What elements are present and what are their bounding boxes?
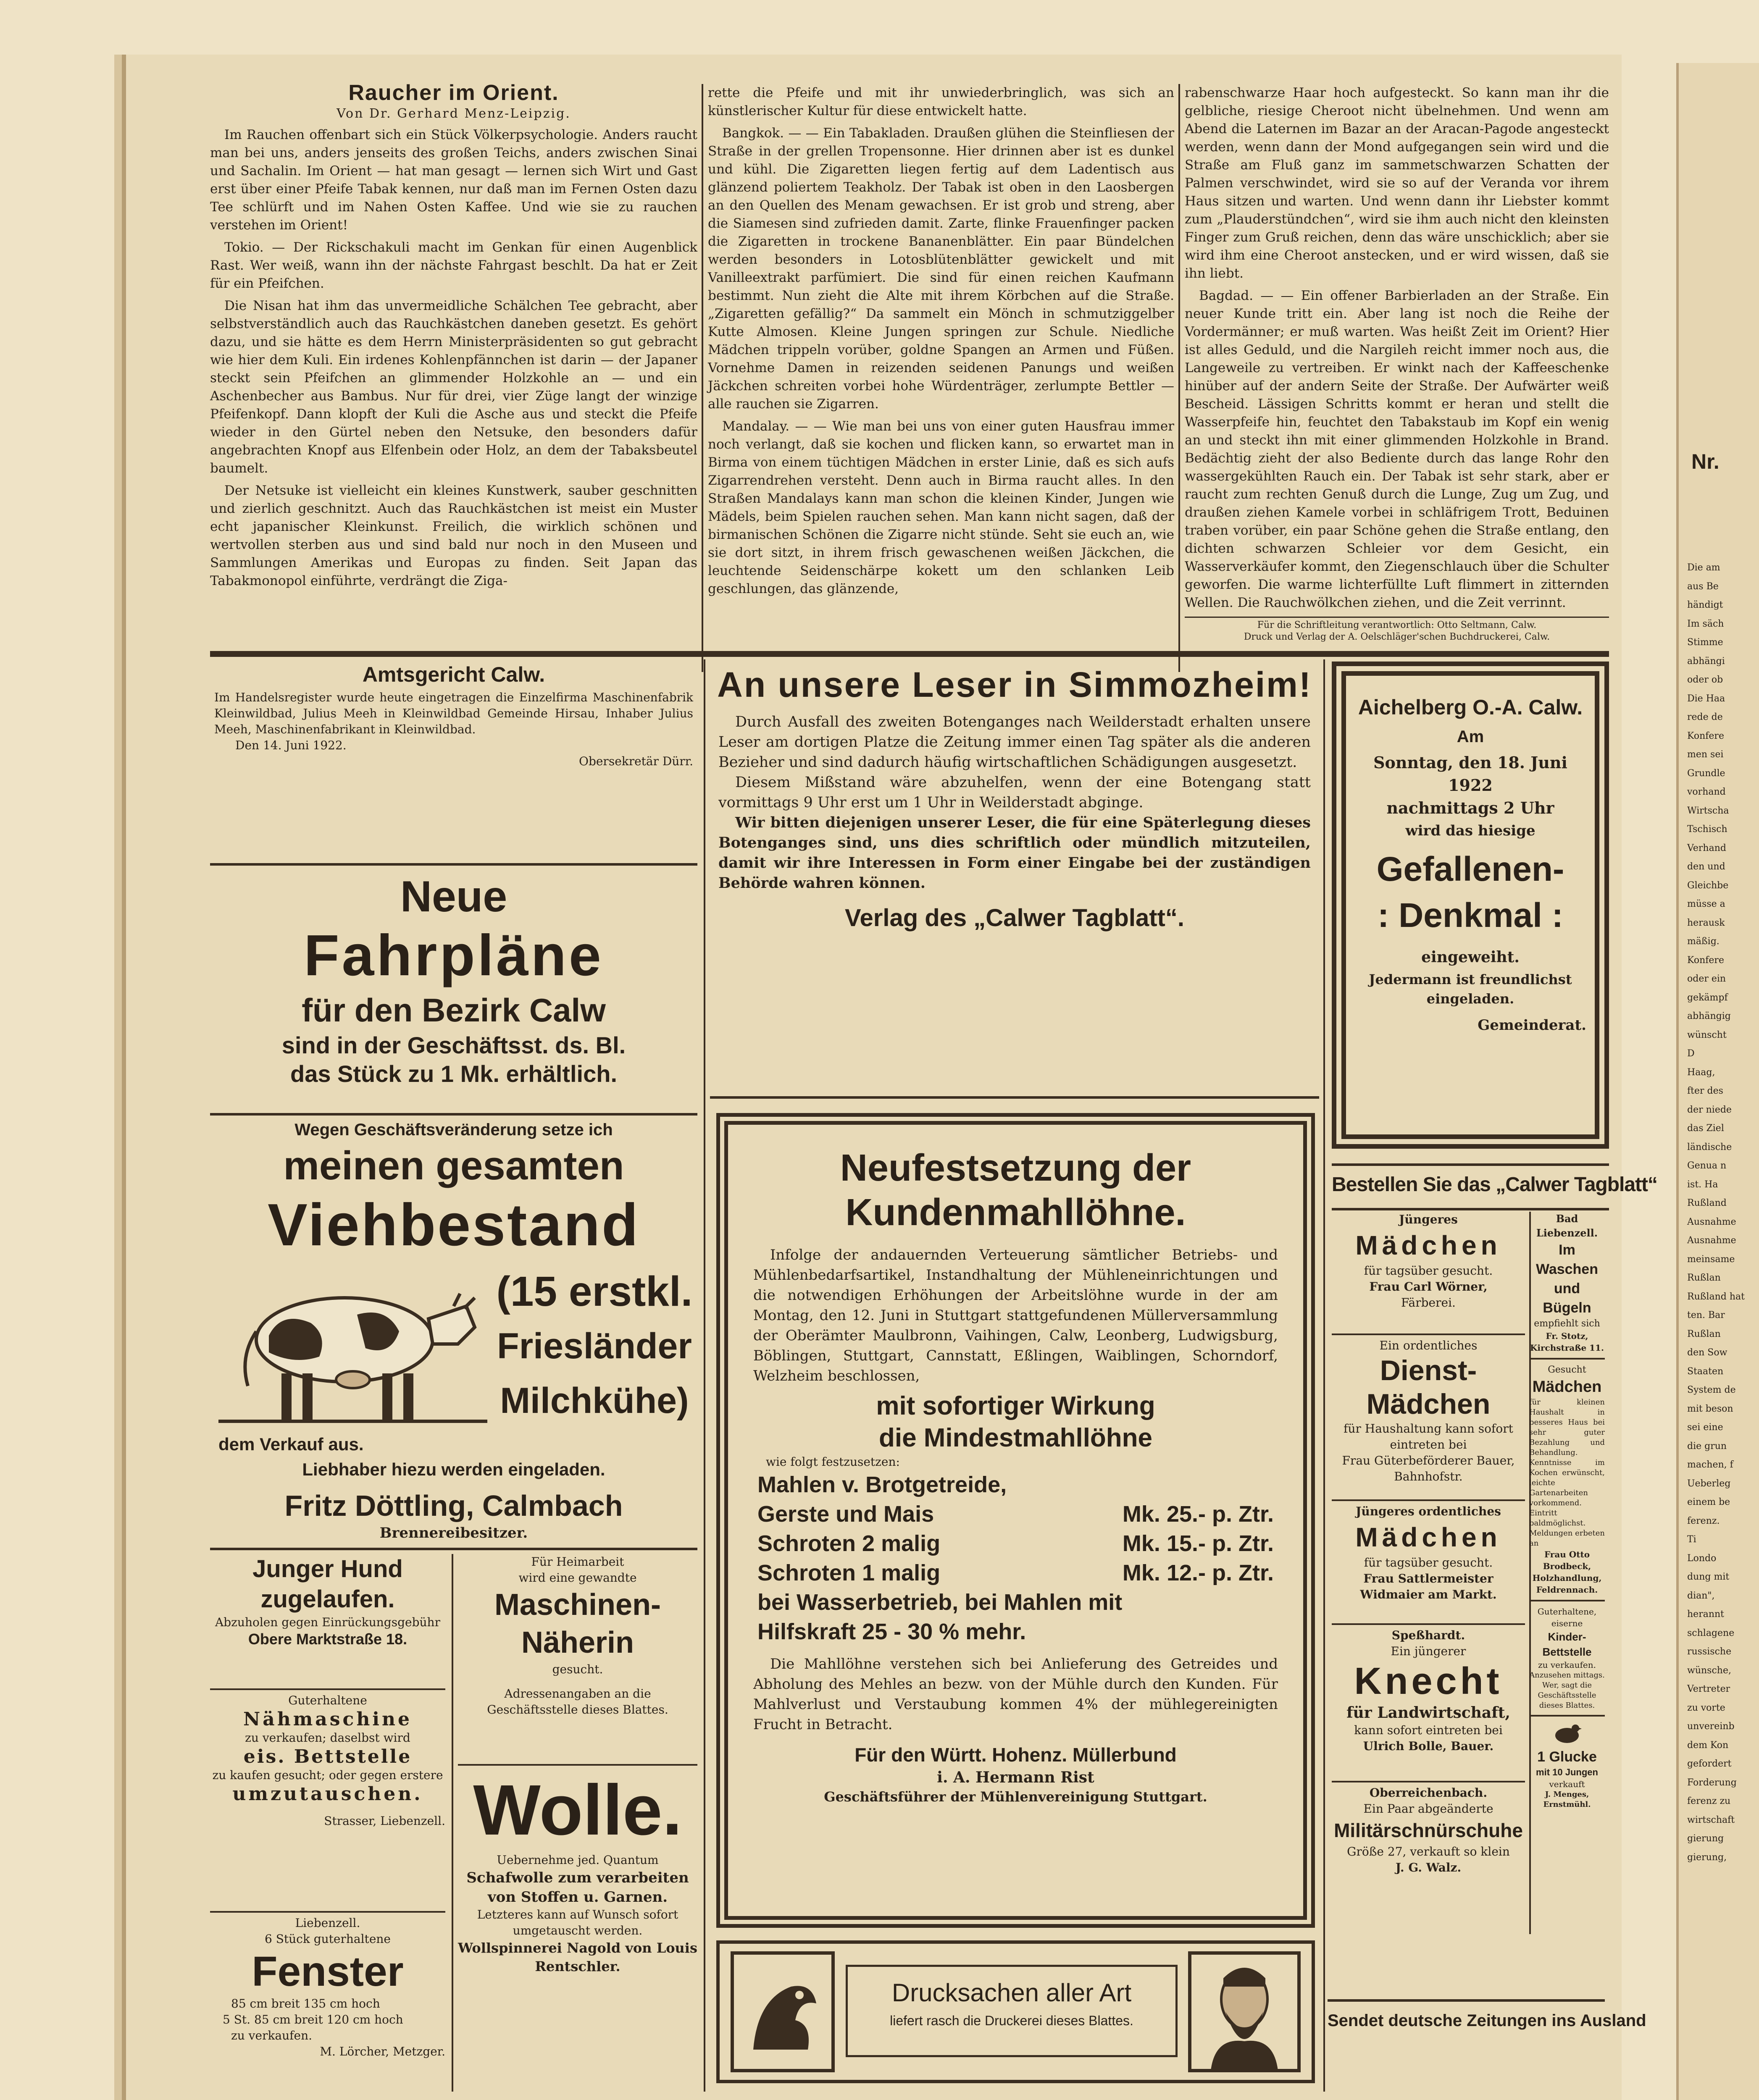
ad-title: zugelaufen. (260, 1586, 395, 1613)
ad-date: Sonntag, den 18. Juni 1922 (1373, 753, 1567, 795)
ad-line: (15 erstkl. (496, 1268, 693, 1315)
ad-body: kann sofort eintreten bei (1354, 1723, 1503, 1737)
fragment-line: das Ziel (1687, 1123, 1724, 1134)
ad-intro: Wegen Geschäftsveränderung setze ich (294, 1121, 613, 1139)
ad-hund (210, 1554, 445, 1680)
ad-sub: für Landwirtschaft, (1346, 1704, 1510, 1722)
ad-rule (1529, 1358, 1605, 1360)
ad-title: Kinder-Bettstelle (1542, 1630, 1592, 1658)
ad-maedchen-brodbeck (1529, 1364, 1605, 1596)
ad-body: verkauft (1549, 1779, 1585, 1789)
ad-pre: Jüngeres ordentliches (1356, 1504, 1501, 1518)
fragment-line: machen, f (1687, 1460, 1733, 1470)
ad-signature: Geschäftsführer der Mühlenvereinigung Stuttgart. (824, 1789, 1207, 1805)
fragment-line: meinsame (1687, 1254, 1735, 1265)
ad-rule (1529, 1600, 1605, 1601)
article-paragraph: Bagdad. — — Ein offener Barbierladen an der Straße. Ein neuer Kunde tritt ein. Aber lang ist noch die Reihe der Vordermänner; er muß warten. Was heißt Zeit im Orient? Hier ist alles Geduld, und die Nargileh reicht immer noch aus, die Langeweile zu vertreiben. Er winkt nach der Kaffeeschenke hinüber auf der andern Seite der Straße. Der Aufwärter weiß Bescheid. Lässigen Schritts kommt er heran und stellt die Wasserpfeife hin, feuchtet den Tabakstaub im Kopf ein wenig an und steckt ihn mit einer glimmenden Holzkohle in Brand. Bedächtig zieht der also Bediente durch das lange Rohr den wassergekühlten Rauch ein. Der Tabak ist sehr stark, aber er raucht zum rechten Genuß durch die Lunge, Zug um Zug, und draußen ziehen Kamele vorbei in schläfrigem Trott, Beduinen traben vorüber, ein paar Schöne gehen die Straße entlang, den dichten schwarzen Schleier vor dem Gesicht, ein Wasserverkäufer kommt, den Ziegenschlauch über die Schulter geworfen. Die warme lichterfüllte Luft flimmert in zitternden Wellen. Die Rauchwölkchen ziehen, und die Zeit verrinnt. (1185, 288, 1609, 610)
fragment-line: Konfere (1687, 955, 1724, 966)
fragment-line: schlagene (1687, 1628, 1735, 1638)
fragment-line: wünscht (1687, 1029, 1727, 1040)
article-paragraph: Die Nisan hat ihm das unvermeidliche Schälchen Tee gebracht, aber selbstverständlich auch das Rauchkästchen daneben gesetzt. Es gehört dazu, und sie hätte es dem Herrn Ministerpräsidenten so gut gebracht wie hier dem Kuli. Ein irdenes Kohlenpfännchen ist darin — der Japaner steckt sein Pfeifchen an glimmender Holzkohle an — und ein Aschenbecher aus Bambus. Nur für drei, vier Züge langt der winzige Pfeifenkopf. Dann klopft der Kuli die Asche aus und steckt die Pfeife wieder in den Gürtel neben den Netsuke, den besonders dafür angebrachten Knopf aus Elfenbein oder Holz, an dem der Tabaksbeutel baumelt. (210, 298, 697, 476)
ad-role: Holzhandlung, (1532, 1573, 1602, 1583)
ad-title: Amtsgericht Calw. (362, 663, 545, 686)
fragment-line: Die Haa (1687, 693, 1725, 704)
ad-rule (1529, 1715, 1605, 1717)
fragment-line: ländische (1687, 1142, 1732, 1152)
fragment-line: D (1687, 1048, 1695, 1059)
ad-pre: Gesucht (1548, 1365, 1586, 1375)
fragment-line: wirtschaft (1687, 1814, 1735, 1825)
ad-title: Fenster (252, 1948, 404, 1995)
ad-body: zu verkaufen; daselbst wird (245, 1731, 410, 1745)
ad-body: für kleinen Haushalt in besseres Haus bei sehr guter Bezahlung und Behandlung. Kenntnisse im Kochen erwünscht, leichte Gartenarbeiten vorkommend. Eintritt baldmöglichst. Meldungen erbeten an (1529, 1398, 1605, 1548)
ad-headline: Viehbestand (268, 1192, 640, 1258)
fragment-line: den Sow (1687, 1347, 1727, 1358)
fragment-line: Ausnahme (1687, 1216, 1736, 1227)
ad-pre: Guterhaltene, eiserne (1537, 1606, 1597, 1628)
ad-line: Milchkühe) (500, 1381, 689, 1421)
ad-line: wie folgt festzusetzen: (766, 1455, 900, 1469)
ad-knecht (1332, 1628, 1525, 1779)
ad-line: Jedermann ist freundlichst eingeladen. (1369, 971, 1572, 1007)
ad-place: Bad Liebenzell. (1536, 1213, 1598, 1239)
ad-rule (1332, 1781, 1525, 1782)
ad-body: Abzuholen gegen Einrückungsgebühr (215, 1615, 440, 1629)
ad-rule (210, 863, 697, 866)
ad-sub: mit 10 Jungen (1536, 1767, 1598, 1777)
article-paragraph: Im Rauchen offenbart sich ein Stück Völkerpsychologie. Anders raucht man bei uns, anders jenseits des großen Teichs, anders zwischen Sinai und Sachalin. Im Orient — hat man gesagt — lernen sich Wirt und Gast erst über einer Pfeife Tabak kennen, nur daß man im Fernen Osten dazu Tee schlürft und im Nahen Osten Kaffee. Und wie sie zu rauchen verstehen im Orient! (210, 127, 697, 233)
article-paragraph: Mandalay. — — Wie man bei uns von einer guten Hausfrau immer noch verlangt, daß sie kochen und flicken kann, so erwartet man in Birma von einem tüchtigen Mädchen in erster Linie, daß es sich aufs Zigarrendrehen versteht. Denn auch in Birma raucht alles. In den Straßen Mandalays kann man schon die kleinen Kinder, Jungen wie Mädels, beim Spielen rauchen sehen. Man kann nicht sagen, daß der birmanischen Schönen die Zigarre nicht stünde. Seht sie euch an, wie sie dort sitzt, in ihrem frisch gewaschenen weißen Jäckchen, die leuchtende Seidenschärpe kokett um den schlanken Leib geschlungen, das glänzende, (708, 419, 1174, 596)
column-rule (1178, 84, 1180, 672)
ad-line: 85 cm breit 135 cm hoch (231, 1997, 380, 2011)
fragment-line: herannt (1687, 1609, 1724, 1620)
ad-rate-row (749, 1529, 1282, 1558)
ad-rule (1332, 1499, 1525, 1501)
fragment-line: herausk (1687, 917, 1725, 928)
ad-body: Im Handelsregister wurde heute eingetragen die Einzelfirma Maschinenfabrik Kleinwildbad, Julius Meeh in Kleinwildbad Gemeinde Hirsau, Inhaber Julius Meeh, Maschinenfabrikant in Kleinwildbad. (214, 690, 693, 736)
ad-wolle (458, 1768, 697, 2092)
ad-headline: Kundenmahllöhne. (845, 1192, 1186, 1234)
ad-line: mit sofortiger Wirkung (876, 1391, 1155, 1420)
fragment-line: mäßig. (1687, 936, 1720, 947)
ad-line: Neue (400, 872, 507, 921)
ad-headline: Bestellen Sie das „Calwer Tagblatt“ (1332, 1173, 1658, 1196)
article-paragraph: rette die Pfeife und mit ihr unwiederbringlich, was sich an künstlerischer Kultur für diese entwickelt hatte. (708, 85, 1174, 118)
ad-line: Am (1457, 727, 1484, 746)
ad-paragraph: Die Mahllöhne verstehen sich bei Anlieferung des Getreides und Abholung des Mehles an bezw. von der Mühle durch den Kunden. Für Mahlverlust und Verstaubung kommen 4% der mühlegereinigten Frucht in Betracht. (753, 1656, 1278, 1733)
ad-name: M. Lörcher, Metzger. (320, 2045, 445, 2058)
ad-title: Dienst- (1380, 1354, 1477, 1386)
fragment-line: ferenz. (1687, 1515, 1720, 1526)
rate-value: Mk. 15.- p. Ztr. (1122, 1531, 1274, 1556)
ad-line: eingeweiht. (1421, 948, 1520, 966)
ad-sub: für tagsüber gesucht. (1364, 1556, 1493, 1570)
ad-sub: für tagsüber gesucht. (1364, 1264, 1493, 1278)
ad-paragraph: Infolge der andauernden Verteuerung sämtlicher Betriebs- und Mühlenbedarfsartikel, Instandhaltung der Mühleneinrichtungen und die notwendigen Erhöhungen der Arbeitslöhne wurde in der am Montag, den 12. Juni in Stuttgart stattgefundenen Müllerversammlung der Oberämter Maulbronn, Vaihingen, Calw, Leonberg, Ludwigsburg, Böblingen, Stuttgart, Cannstatt, Eßlingen, Waiblingen, Schorndorf, Welzheim beschlossen, (753, 1247, 1278, 1384)
ad-line: meinen gesamten (283, 1143, 624, 1188)
ad-title: 1 Glucke (1537, 1749, 1597, 1765)
ad-naehmaschine (210, 1693, 445, 1911)
fragment-line: abhängig (1687, 1011, 1731, 1021)
fragment-line: Forderung (1687, 1777, 1737, 1788)
ad-rule (210, 1113, 697, 1116)
imprint-publisher: Druck und Verlag der A. Oelschläger'schen Buchdruckerei, Calw. (1244, 632, 1550, 642)
ad-pre: wird eine gewandte (518, 1571, 637, 1585)
fragment-line: fter des (1687, 1086, 1723, 1096)
ad-headline: Fahrpläne (304, 923, 604, 988)
column-rule (702, 84, 703, 672)
rate-label: Gerste und Mais (757, 1502, 934, 1527)
ad-dienstmaedchen (1332, 1338, 1525, 1502)
column-rule (704, 659, 705, 2092)
ad-paragraph: Diesem Mißstand wäre abzuhelfen, wenn der eine Botengang statt vormittags 9 Uhr erst um 1 Uhr in Weilderstadt abginge. (718, 774, 1311, 811)
article-title: Raucher im Orient. (348, 81, 559, 105)
ad-signature: Obersekretär Dürr. (578, 754, 693, 768)
ad-name: Fr. Stotz, Kirchstraße 11. (1530, 1331, 1604, 1353)
ad-rule (710, 1096, 1319, 1099)
fragment-line: gekämpf (1687, 992, 1728, 1003)
ad-line: wird das hiesige (1405, 822, 1536, 839)
fragment-line: russische (1687, 1646, 1732, 1657)
ad-name: J. G. Walz. (1395, 1861, 1462, 1874)
ad-paragraph: Durch Ausfall des zweiten Botenganges nach Weilderstadt erhalten unsere Leser am dortigen Platze die Zeitung immer einen Tag später als die anderen Bezieher und sind dadurch häufig wirtschaftlichen Schädigungen ausgesetzt. (718, 714, 1311, 771)
section-divider (210, 651, 1609, 657)
fragment-line: gefordert (1687, 1759, 1732, 1769)
ad-place: Aichelberg O.-A. Calw. (1358, 696, 1583, 719)
fragment-line: Im säch (1687, 618, 1724, 629)
ad-mahllohn (716, 1113, 1315, 1928)
ad-pre: Ein jüngerer (1391, 1644, 1466, 1658)
fragment-line: Rußland hat (1687, 1291, 1745, 1302)
ad-pre: 6 Stück guterhaltene (264, 1932, 391, 1946)
ad-headline: Drucksachen aller Art (891, 1979, 1132, 2007)
fragment-line: Londo (1687, 1553, 1717, 1564)
cow-icon (218, 1260, 487, 1428)
fragment-line: Gleichbe (1687, 880, 1729, 891)
ad-viehbestand (210, 1117, 697, 1621)
ad-headline: Neufestsetzung der (840, 1147, 1191, 1189)
ad-waschen-stotz (1529, 1212, 1605, 1354)
ad-rule (1332, 1623, 1525, 1625)
fragment-line: unvereinb (1687, 1721, 1735, 1732)
ad-title: Knecht (1354, 1660, 1503, 1702)
imprint-rule (1185, 617, 1609, 618)
ad-body: Adressenangaben an die Geschäftsstelle dieses Blattes. (487, 1687, 668, 1717)
fragment-line: men sei (1687, 749, 1724, 760)
fragment-line: der niede (1687, 1104, 1732, 1115)
fragment-line: ten. Bar (1687, 1310, 1725, 1320)
fragment-line: sei eine (1687, 1422, 1723, 1433)
ad-sub: empfiehlt sich (1534, 1318, 1600, 1329)
fragment-line: rede de (1687, 712, 1723, 722)
ad-name: Wollspinnerei Nagold von Louis Rentschler. (458, 1940, 697, 1974)
ad-title: Maschinen- (494, 1588, 661, 1622)
ad-side-text (492, 1264, 697, 1428)
newspaper-page (122, 55, 1658, 2100)
fragment-line: dian", (1687, 1590, 1715, 1601)
ad-sub: für Haushaltung kann sofort eintreten bei (1344, 1422, 1513, 1452)
ad-headline: Sendet deutsche Zeitungen ins Ausland (1328, 2011, 1646, 2030)
ad-title: Wolle. (473, 1770, 682, 1850)
ad-pre: Ein ordentliches (1379, 1339, 1478, 1352)
ad-rule (210, 1688, 445, 1690)
ad-title: Militärschnürschuhe (1334, 1819, 1523, 1841)
ad-line: dem Verkauf aus. (218, 1434, 364, 1454)
ad-address: Obere Marktstraße 18. (248, 1630, 408, 1648)
fragment-line: dem Kon (1687, 1740, 1729, 1751)
ad-maedchen-widmaier (1332, 1504, 1525, 1621)
ad-title: Junger Hund (252, 1555, 403, 1583)
column-rule (452, 1554, 453, 2092)
ad-name: Fritz Döttling, Calmbach (284, 1489, 623, 1522)
issue-number: Nr. (1691, 450, 1720, 473)
imprint (1185, 620, 1609, 643)
fragment-line: Verhand (1687, 843, 1726, 853)
ad-body: Anzusehen mittags. Wer, sagt die Geschäftsstelle dieses Blattes. (1529, 1671, 1605, 1710)
fragment-line: den und (1687, 861, 1725, 872)
ad-line: sind in der Geschäftsst. ds. Bl. (281, 1032, 626, 1058)
ad-date: Den 14. Juni 1922. (235, 738, 347, 752)
gutenberg-portrait-icon (1186, 1949, 1303, 2075)
ad-schuhe (1332, 1785, 1525, 1911)
fragment-line: abhängi (1687, 656, 1725, 667)
fragment-line: einem be (1687, 1497, 1730, 1507)
fragment-line: mit beson (1687, 1403, 1733, 1414)
fragment-line: Haag, (1687, 1067, 1715, 1078)
ad-rule (458, 1764, 697, 1766)
ad-line: zu verkaufen. (231, 2029, 313, 2042)
ad-place: Feldrennach. (1536, 1585, 1598, 1595)
fragment-line: Vertreter (1687, 1684, 1730, 1694)
ad-line: Friesländer (497, 1326, 692, 1366)
ad-place: Speßhardt. (1391, 1628, 1465, 1642)
fragment-line: oder ein (1687, 974, 1726, 984)
rate-value: Mk. 25.- p. Ztr. (1122, 1502, 1274, 1527)
ad-rule (210, 1911, 445, 1913)
ad-title: Mädchen (1366, 1388, 1491, 1420)
ad-kinderbett (1529, 1606, 1605, 1711)
imprint-editor: Für die Schriftleitung verantwortlich: Otto Seltmann, Calw. (1257, 620, 1537, 630)
ad-title: und Bügeln (1543, 1281, 1591, 1316)
ad-line: Letzteres kann auf Wunsch sofort umgetauscht werden. (477, 1908, 678, 1937)
drucksachen-text-box (846, 1965, 1178, 2057)
article-column-3 (1185, 84, 1609, 616)
ad-title: Mädchen (1355, 1522, 1501, 1552)
ad-line: für den Bezirk Calw (302, 992, 606, 1029)
ad-bestellen (1332, 1163, 1658, 1210)
fragment-line: Wirtscha (1687, 805, 1729, 816)
ad-place: Liebenzell. (295, 1916, 360, 1930)
ad-name: Frau Sattlermeister Widmaier am Markt. (1360, 1572, 1497, 1601)
ad-glucke (1529, 1721, 1605, 1810)
article-paragraph: rabenschwarze Haar hoch aufgesteckt. So kann man ihr die gelbliche, riesige Cheroot nicht übelnehmen. Und wenn am Abend die Laternen im Bazar an der Aracan-Pagode angesteckt werden, wenn dann der Mond aufgegangen sein wird und die Straße am Fluß ganz im sammetschwarzen Schatten der Palmen verschwindet, wird sie so auf der Veranda vor ihrem Haus sitzen und warten. Und wenn dann ihr Liebster kommt zum „Plauderstündchen“, wird sie ihm auch nicht den kleinsten Finger zum Gruß reichen, denn das wäre unschicklich; aber sie wird ihm eine Cheroot anstecken, und er wird wissen, daß sie ihn liebt. (1185, 85, 1609, 281)
ad-pre: Jüngeres (1399, 1213, 1458, 1226)
ad-title: Näherin (521, 1626, 634, 1659)
cow-illustration (218, 1260, 487, 1428)
ad-line: das Stück zu 1 Mk. erhältlich. (290, 1060, 617, 1087)
fragment-line: Rußland (1687, 1198, 1727, 1208)
ad-rate-row: Hilfskraft 25 - 30 % mehr. (757, 1619, 1026, 1644)
article-paragraph: Bangkok. — — Ein Tabakladen. Draußen glühen die Steinfliesen der Straße in der grellen Tropensonne. Hier drinnen aber ist es dunkel und kühl. Die Zigaretten liegen fertig auf dem Ladentisch aus glänzend poliertem Teakholz. Der Tabak ist oben in den Laosbergen an den Quellen des Menam gewachsen. Er ist grob und streng, aber die Siamesen sind zufrieden damit. Zarte, flinke Frauenfinger packen die Zigaretten in trockene Bananenblätter. Ein paar Bündelchen werden besonders in Lotosblütenblätter gewickelt und mit Vanilleextrakt parfümiert. Die sind für einen reichen Kaufmann bestimmt. Nun zieht die Alte mit ihrem Körbchen auf die Straße. „Zigaretten gefällig?“ Da sammelt ein Mönch in schmutziggelber Kutte Almosen. Kleine Jungen springen zur Schule. Niedliche Mädchen trippeln vorüber, goldne Spangen an Armen und Füßen. Vornehme Damen in reizenden seidenen Panungs und weißen Jäckchen schreiten vorbei hohe Würdenträger, zerlumpte Bettler — alle rauchen sie Zigarren. (708, 126, 1174, 412)
ad-signature: Gemeinderat. (1478, 1017, 1586, 1034)
fragment-line: System de (1687, 1385, 1736, 1395)
article-byline: Von Dr. Gerhard Menz-Leipzig. (337, 106, 571, 121)
fragment-line: Genua n (1687, 1160, 1727, 1171)
fragment-line: Staaten (1687, 1366, 1724, 1377)
rate-label: Schroten 2 malig (757, 1531, 941, 1556)
rate-label: Schroten 1 malig (757, 1560, 941, 1586)
ad-headline: : Denkmal : (1378, 896, 1563, 934)
ad-sub: gesucht. (552, 1662, 603, 1676)
article-column-1 (210, 81, 697, 594)
fragment-line: zu vorte (1687, 1702, 1725, 1713)
ad-rule (1332, 1334, 1525, 1335)
fragment-line: aus Be (1687, 581, 1719, 592)
ad-name: Frau Otto Brodbeck, (1543, 1549, 1591, 1571)
fragment-line: Tschisch (1687, 824, 1727, 835)
ad-line: Uebernehme jed. Quantum (497, 1853, 659, 1867)
fragment-line: Ausnahme (1687, 1235, 1736, 1246)
fragment-line: Rußlan (1687, 1328, 1721, 1339)
fragment-line: händigt (1687, 600, 1723, 610)
ad-role: Färberei. (1401, 1296, 1456, 1310)
fragment-line: oder ob (1687, 675, 1723, 685)
fragment-line: ferenz zu (1687, 1796, 1731, 1806)
ad-name: Strasser, Liebenzell. (324, 1814, 445, 1828)
article-column-2 (708, 84, 1174, 602)
ad-line: Liebhaber hiezu werden eingeladen. (302, 1460, 605, 1479)
ad-sub: zu verkaufen. (1538, 1660, 1596, 1670)
ad-body: Größe 27, verkauft so klein (1347, 1845, 1510, 1858)
ad-name: Frau Güterbeförderer Bauer, Bahnhofstr. (1342, 1454, 1515, 1483)
column-rule (1323, 659, 1325, 2092)
fragment-line: Ti (1687, 1534, 1696, 1545)
ad-name: Frau Carl Wörner, (1369, 1280, 1488, 1294)
ad-title: umzutauschen. (232, 1783, 423, 1805)
ad-rule (210, 1548, 697, 1550)
griffin-icon (728, 1949, 837, 2075)
ad-rate-row (749, 1558, 1282, 1588)
ad-name: J. Menges, Ernstmühl. (1543, 1790, 1591, 1809)
fragment-line: Rußlan (1687, 1273, 1721, 1283)
ad-body: zu kaufen gesucht; oder gegen erstere (212, 1768, 443, 1782)
fragment-line: gierung, (1687, 1852, 1727, 1863)
ad-maedchen-woerner (1332, 1212, 1525, 1338)
fragment-line: dung mit (1687, 1572, 1730, 1582)
fragment-line: gierung (1687, 1833, 1724, 1844)
ad-line: 5 St. 85 cm breit 120 cm hoch (223, 2013, 403, 2026)
fragment-line: die grun (1687, 1441, 1727, 1452)
fragment-line: Grundle (1687, 768, 1725, 779)
ad-simmozheim (710, 662, 1319, 1094)
fragment-lines (1687, 559, 1759, 1867)
ad-pre: Ein Paar abgeänderte (1363, 1802, 1493, 1816)
fragment-line: wünsche, (1687, 1665, 1731, 1676)
fragment-text (1687, 559, 1759, 1867)
ad-line: die Mindestmahllöhne (878, 1423, 1153, 1452)
fragment-line: vorhand (1687, 787, 1726, 797)
ad-line: Schafwolle zum verarbeiten von Stoffen u. Garnen. (466, 1869, 689, 1906)
ad-denkmal (1332, 662, 1609, 1149)
ad-role: Brennereibesitzer. (379, 1525, 528, 1541)
fragment-line: Die am (1687, 562, 1720, 573)
adjacent-page-fragment (1676, 63, 1759, 2100)
ad-title: Mädchen (1532, 1378, 1602, 1396)
fragment-line: müsse a (1687, 899, 1725, 909)
ad-title: Mädchen (1355, 1230, 1501, 1260)
rate-value: Mk. 12.- p. Ztr. (1122, 1560, 1274, 1586)
right-ads-layer (1529, 1212, 1605, 1934)
ad-fenster (210, 1915, 445, 2092)
ad-time: nachmittags 2 Uhr (1386, 798, 1554, 817)
ad-pre: Für Heimarbeit (531, 1555, 624, 1569)
ad-rate-row (749, 1499, 1282, 1529)
ad-paragraph: Wir bitten diejenigen unserer Leser, die für eine Späterlegung dieses Botenganges sind, uns dies schriftlich oder mündlich mitzuteilen, damit wir ihre Interessen in Form einer Eingabe bei der zuständigen Behörde wahren können. (718, 814, 1311, 892)
ad-title: Nähmaschine (243, 1709, 413, 1730)
ad-name: Ulrich Bolle, Bauer. (1363, 1739, 1494, 1753)
ad-place: Oberreichenbach. (1369, 1786, 1488, 1800)
ad-signature: i. A. Hermann Rist (937, 1769, 1094, 1786)
fragment-line: Konfere (1687, 730, 1724, 741)
ad-pre: Guterhaltene (288, 1693, 367, 1707)
ad-signature: Verlag des „Calwer Tagblatt“. (845, 904, 1184, 932)
hen-icon (1552, 1721, 1582, 1746)
ad-title: eis. Bettstelle (243, 1746, 412, 1767)
article-paragraph: Der Netsuke ist vielleicht ein kleines Kunstwerk, sauber geschnitten und zierlich geschnitzt. Auch das Rauchkästchen ist meist ein Muster echt japanischer Kleinkunst. Freilich, die wirklich schönen und wertvollen sterben aus und sind bald nur noch in den Museen und Sammlungen Amerikas und Europas zu finden. Seit Japan das Tabakmonopol einführte, verdrängt die Ziga- (210, 483, 697, 588)
ad-sub: liefert rasch die Druckerei dieses Blattes. (890, 2013, 1133, 2028)
fragment-line: ist. Ha (1687, 1179, 1718, 1190)
ad-fahrplaene (210, 872, 697, 1111)
fragment-line: Ueberleg (1687, 1478, 1731, 1489)
ad-rate-row: Mahlen v. Brotgetreide, (757, 1472, 1007, 1497)
fragment-line: Stimme (1687, 637, 1723, 648)
ad-headline: Gefallenen- (1376, 850, 1564, 888)
ad-sendet (1328, 1999, 1646, 2044)
ad-amtsgericht (210, 659, 697, 882)
ad-rate-row: bei Wasserbetrieb, bei Mahlen mit (757, 1590, 1123, 1615)
ad-headline: An unsere Leser in Simmozheim! (717, 665, 1312, 704)
article-paragraph: Tokio. — Der Rickschakuli macht im Genkan für einen Augenblick Rast. Wer weiß, wann ihn der nächste Fahrgast beschlt. Da hat er Zeit für ein Pfeifchen. (210, 240, 697, 291)
ad-drucksachen (716, 1940, 1315, 2083)
ad-title: Im Waschen (1536, 1242, 1598, 1277)
ad-signature: Für den Württ. Hohenz. Müllerbund (855, 1744, 1177, 1766)
